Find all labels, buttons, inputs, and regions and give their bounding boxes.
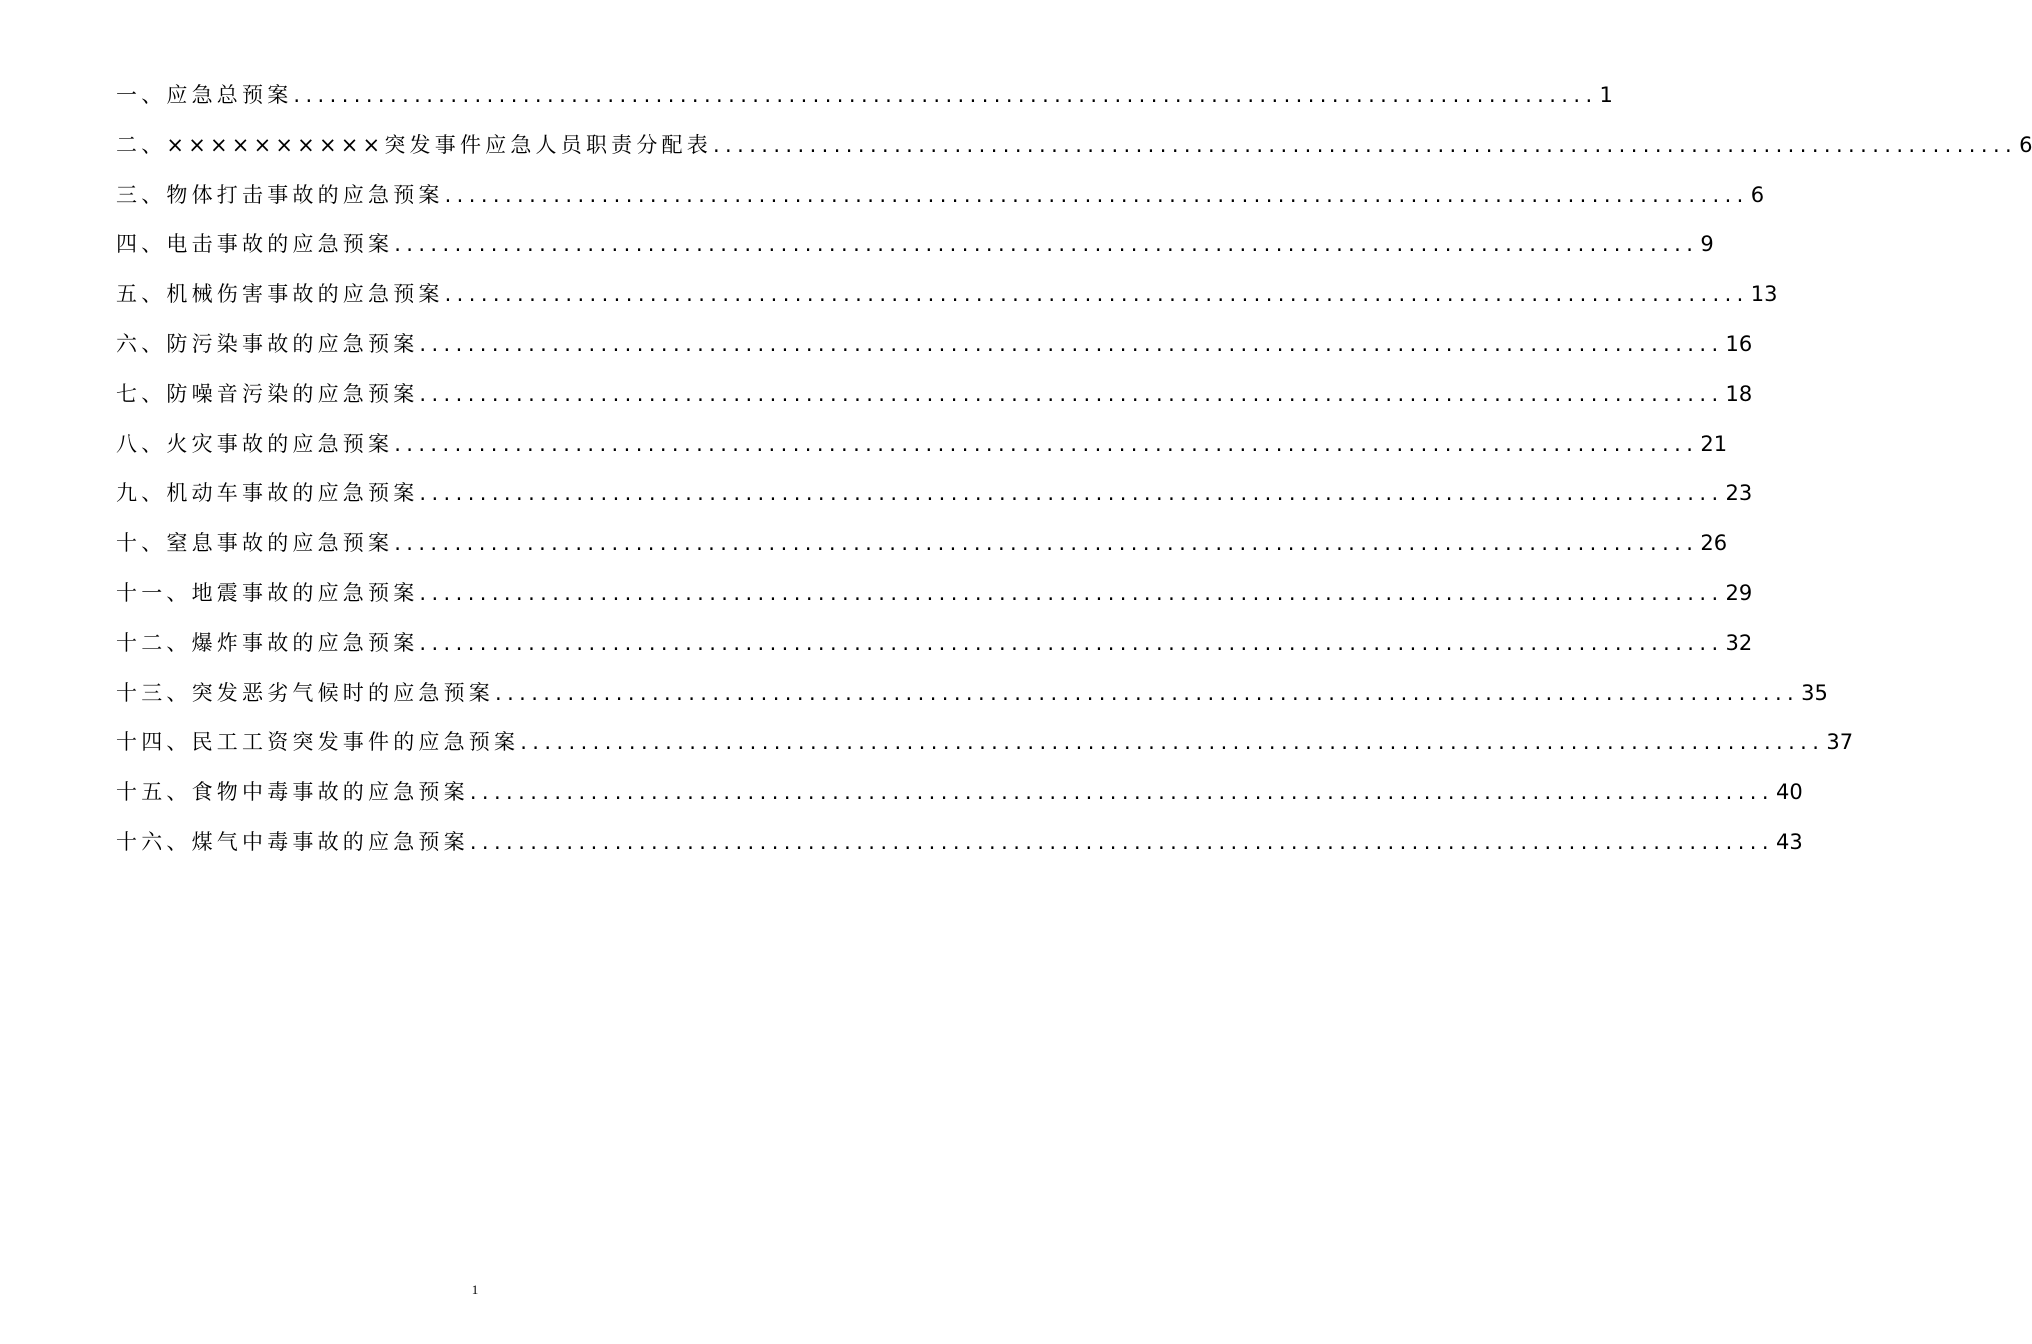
toc-leader-dots: ............................................................................................................ <box>419 481 1724 506</box>
toc-leader-dots: ............................................................................................................ <box>469 829 1774 854</box>
toc-entry[interactable] <box>116 228 1714 278</box>
toc-entry-title: 四、电击事故的应急预案 <box>116 232 394 257</box>
toc-entry[interactable] <box>116 129 2032 179</box>
toc-entry[interactable] <box>116 527 1728 577</box>
toc-leader-dots: ............................................................................................................ <box>419 580 1724 605</box>
toc-entry-page: 26 <box>1700 531 1728 556</box>
toc-entry-page: 16 <box>1725 331 1753 356</box>
toc-entry[interactable] <box>116 577 1753 627</box>
toc-entry-title: 十、窒息事故的应急预案 <box>116 531 394 556</box>
toc-entry-title: 十六、煤气中毒事故的应急预案 <box>116 829 469 854</box>
toc-leader-dots: ............................................................................................................ <box>444 282 1749 307</box>
toc-leader-dots: ............................................................................................................ <box>394 431 1699 456</box>
toc-entry-page: 21 <box>1700 431 1728 456</box>
toc-entry[interactable] <box>116 179 1765 229</box>
toc-entry-page: 37 <box>1826 730 1854 755</box>
toc-entry-page: 29 <box>1725 580 1753 605</box>
toc-entry-title: 七、防噪音污染的应急预案 <box>116 381 419 406</box>
toc-entry[interactable] <box>116 677 1828 727</box>
toc-entry[interactable] <box>116 627 1753 677</box>
toc-entry[interactable] <box>116 477 1753 527</box>
toc-leader-dots: ............................................................................................................ <box>419 630 1724 655</box>
toc-entry[interactable] <box>116 328 1753 378</box>
table-of-contents <box>116 79 2032 876</box>
toc-entry-title: 十五、食物中毒事故的应急预案 <box>116 780 469 805</box>
toc-leader-dots: ............................................................................................................ <box>469 780 1774 805</box>
toc-leader-dots: ............................................................................................................ <box>495 680 1800 705</box>
toc-entry-title: 十一、地震事故的应急预案 <box>116 580 419 605</box>
toc-entry[interactable] <box>116 776 1803 826</box>
toc-entry-title: 二、××××××××××突发事件应急人员职责分配表 <box>116 132 712 157</box>
toc-entry[interactable] <box>116 428 1728 478</box>
toc-entry-page: 6 <box>1750 182 1765 207</box>
toc-entry[interactable] <box>116 278 1778 328</box>
toc-entry-page: 35 <box>1801 680 1828 705</box>
toc-leader-dots: ............................................................................................................ <box>520 730 1825 755</box>
toc-entry-title: 六、防污染事故的应急预案 <box>116 331 419 356</box>
toc-entry[interactable] <box>116 79 1613 129</box>
toc-leader-dots: ............................................................................................................ <box>712 132 2018 157</box>
toc-entry-page: 40 <box>1775 780 1803 805</box>
toc-leader-dots: ............................................................................................................ <box>394 531 1699 556</box>
toc-entry-page: 23 <box>1725 481 1753 506</box>
toc-leader-dots: ............................................................................................................ <box>419 381 1724 406</box>
toc-leader-dots: ............................................................................................................ <box>419 331 1724 356</box>
toc-entry-title: 一、应急总预案 <box>116 83 293 107</box>
toc-entry[interactable] <box>116 378 1753 428</box>
toc-entry-page: 18 <box>1725 381 1753 406</box>
toc-entry-page: 43 <box>1775 829 1803 854</box>
toc-entry-page: 6 <box>2019 132 2032 157</box>
toc-entry-page: 1 <box>1599 83 1613 107</box>
toc-leader-dots: ............................................................................................................ <box>293 83 1598 107</box>
toc-entry-page: 32 <box>1725 630 1753 655</box>
toc-entry-title: 三、物体打击事故的应急预案 <box>116 182 444 207</box>
toc-entry-title: 十二、爆炸事故的应急预案 <box>116 630 419 655</box>
toc-entry-title: 九、机动车事故的应急预案 <box>116 481 419 506</box>
toc-leader-dots: ............................................................................................................ <box>444 182 1749 207</box>
toc-entry[interactable] <box>116 726 1854 776</box>
toc-entry-title: 五、机械伤害事故的应急预案 <box>116 282 444 307</box>
toc-entry-title: 十三、突发恶劣气候时的应急预案 <box>116 680 494 705</box>
toc-entry-page: 13 <box>1750 282 1778 307</box>
toc-entry-title: 十四、民工工资突发事件的应急预案 <box>116 730 520 755</box>
toc-entry[interactable] <box>116 826 1803 876</box>
toc-leader-dots: ............................................................................................................ <box>394 232 1699 257</box>
footer-page-number: 1 <box>471 1282 479 1297</box>
toc-entry-page: 9 <box>1700 232 1714 257</box>
toc-entry-title: 八、火灾事故的应急预案 <box>116 431 394 456</box>
